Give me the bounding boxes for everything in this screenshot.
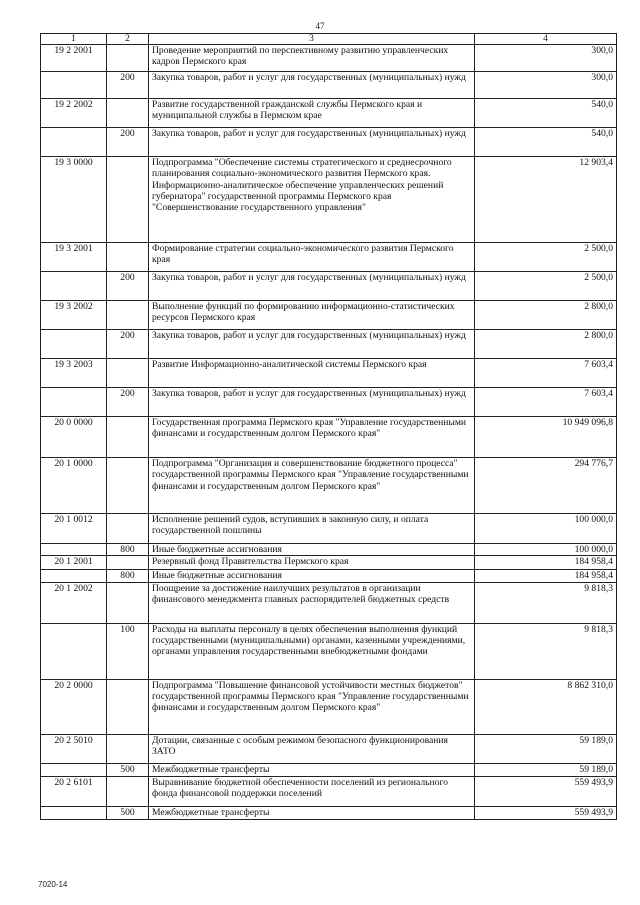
table-row bbox=[41, 763, 617, 776]
budget-code-cell bbox=[41, 272, 107, 301]
expense-type-cell: 800 bbox=[107, 544, 149, 556]
expense-type-cell bbox=[107, 99, 149, 128]
table-body bbox=[41, 45, 617, 820]
description-cell: Резервный фонд Правительства Пермского края bbox=[149, 556, 475, 570]
expense-type-cell bbox=[107, 582, 149, 623]
amount-cell: 100 000,0 bbox=[475, 514, 617, 544]
description-cell: Подпрограмма "Организация и совершенствование бюджетного процесса" государственной программы Пермского края "Управление государственными финансами и государственным долгом Пермского края" bbox=[149, 458, 475, 514]
amount-cell: 12 903,4 bbox=[475, 157, 617, 243]
amount-cell: 59 189,0 bbox=[475, 763, 617, 776]
description-cell: Исполнение решений судов, вступивших в законную силу, и оплата государственной пошлины bbox=[149, 514, 475, 544]
description-cell: Поощрение за достижение наилучших результатов в организации финансового менеджмента главных распорядителей бюджетных средств bbox=[149, 582, 475, 623]
budget-code-cell bbox=[41, 570, 107, 582]
description-cell: Дотации, связанные с особым режимом безопасного функционирования ЗАТО bbox=[149, 734, 475, 763]
table-row bbox=[41, 359, 617, 388]
table-row bbox=[41, 272, 617, 301]
amount-cell: 559 493,9 bbox=[475, 776, 617, 806]
page-number: 47 bbox=[315, 21, 325, 31]
budget-code-cell: 20 2 6101 bbox=[41, 776, 107, 806]
description-cell: Подпрограмма "Обеспечение системы стратегического и среднесрочного планирования социально-экономического развития Пермского края. Информационно-аналитическое обеспечение управленческих решений губернатора" государственной программы Пермского края "Совершенствование государственного управления" bbox=[149, 157, 475, 243]
description-cell: Проведение мероприятий по перспективному развитию управленческих кадров Пермского края bbox=[149, 45, 475, 72]
description-cell: Закупка товаров, работ и услуг для государственных (муниципальных) нужд bbox=[149, 72, 475, 99]
budget-code-cell: 19 3 2001 bbox=[41, 243, 107, 272]
table-row bbox=[41, 301, 617, 330]
table-row bbox=[41, 776, 617, 806]
amount-cell: 2 500,0 bbox=[475, 272, 617, 301]
description-cell: Закупка товаров, работ и услуг для государственных (муниципальных) нужд bbox=[149, 388, 475, 417]
budget-code-cell bbox=[41, 330, 107, 359]
description-cell: Закупка товаров, работ и услуг для государственных (муниципальных) нужд bbox=[149, 330, 475, 359]
amount-cell: 559 493,9 bbox=[475, 806, 617, 819]
amount-cell: 2 800,0 bbox=[475, 301, 617, 330]
table-row bbox=[41, 243, 617, 272]
table-row bbox=[41, 679, 617, 734]
expense-type-cell bbox=[107, 359, 149, 388]
description-cell: Расходы на выплаты персоналу в целях обеспечения выполнения функций государственными (муниципальными) органами, казенными учреждениями, органами управления государственными внебюджетными фондами bbox=[149, 623, 475, 679]
description-cell: Выравнивание бюджетной обеспеченности поселений из регионального фонда финансовой поддержки поселений bbox=[149, 776, 475, 806]
amount-cell: 184 958,4 bbox=[475, 570, 617, 582]
expense-type-cell: 200 bbox=[107, 72, 149, 99]
table-row bbox=[41, 582, 617, 623]
description-cell: Иные бюджетные ассигнования bbox=[149, 544, 475, 556]
header-col-1: 1 bbox=[41, 34, 107, 45]
amount-cell: 7 603,4 bbox=[475, 359, 617, 388]
expense-type-cell: 200 bbox=[107, 272, 149, 301]
expense-type-cell bbox=[107, 243, 149, 272]
budget-code-cell bbox=[41, 388, 107, 417]
table-row bbox=[41, 99, 617, 128]
budget-code-cell: 19 3 2003 bbox=[41, 359, 107, 388]
amount-cell: 294 776,7 bbox=[475, 458, 617, 514]
expense-type-cell: 100 bbox=[107, 623, 149, 679]
description-cell: Межбюджетные трансферты bbox=[149, 806, 475, 819]
expense-type-cell: 200 bbox=[107, 128, 149, 157]
description-cell: Закупка товаров, работ и услуг для государственных (муниципальных) нужд bbox=[149, 272, 475, 301]
table-row bbox=[41, 556, 617, 570]
budget-code-cell: 20 2 5010 bbox=[41, 734, 107, 763]
expense-type-cell bbox=[107, 458, 149, 514]
amount-cell: 540,0 bbox=[475, 99, 617, 128]
amount-cell: 8 862 310,0 bbox=[475, 679, 617, 734]
description-cell: Иные бюджетные ассигнования bbox=[149, 570, 475, 582]
table-row bbox=[41, 72, 617, 99]
table-row bbox=[41, 623, 617, 679]
expense-type-cell bbox=[107, 301, 149, 330]
table-row bbox=[41, 157, 617, 243]
description-cell: Подпрограмма "Повышение финансовой устойчивости местных бюджетов" государственной программы Пермского края "Управление государственными финансами и государственным долгом Пермского края" bbox=[149, 679, 475, 734]
amount-cell: 300,0 bbox=[475, 45, 617, 72]
expense-type-cell bbox=[107, 556, 149, 570]
table-row bbox=[41, 734, 617, 763]
table-row bbox=[41, 806, 617, 819]
amount-cell: 184 958,4 bbox=[475, 556, 617, 570]
header-col-4: 4 bbox=[475, 34, 617, 45]
amount-cell: 9 818,3 bbox=[475, 582, 617, 623]
expense-type-cell: 200 bbox=[107, 388, 149, 417]
amount-cell: 59 189,0 bbox=[475, 734, 617, 763]
budget-code-cell: 20 1 2001 bbox=[41, 556, 107, 570]
description-cell: Закупка товаров, работ и услуг для государственных (муниципальных) нужд bbox=[149, 128, 475, 157]
amount-cell: 100 000,0 bbox=[475, 544, 617, 556]
table-row bbox=[41, 45, 617, 72]
table-row bbox=[41, 544, 617, 556]
expense-type-cell bbox=[107, 776, 149, 806]
description-cell: Межбюджетные трансферты bbox=[149, 763, 475, 776]
budget-code-cell bbox=[41, 763, 107, 776]
budget-code-cell bbox=[41, 128, 107, 157]
header-col-3: 3 bbox=[149, 34, 475, 45]
header-col-2: 2 bbox=[107, 34, 149, 45]
budget-code-cell: 20 1 2002 bbox=[41, 582, 107, 623]
expense-type-cell bbox=[107, 157, 149, 243]
budget-code-cell: 19 2 2001 bbox=[41, 45, 107, 72]
table-row bbox=[41, 570, 617, 582]
budget-code-cell: 20 1 0012 bbox=[41, 514, 107, 544]
budget-code-cell bbox=[41, 72, 107, 99]
table-row bbox=[41, 514, 617, 544]
budget-code-cell bbox=[41, 544, 107, 556]
budget-code-cell bbox=[41, 623, 107, 679]
table-row bbox=[41, 128, 617, 157]
budget-code-cell: 19 3 2002 bbox=[41, 301, 107, 330]
table-row bbox=[41, 388, 617, 417]
table-row bbox=[41, 417, 617, 458]
budget-code-cell: 19 2 2002 bbox=[41, 99, 107, 128]
expense-type-cell: 500 bbox=[107, 763, 149, 776]
description-cell: Государственная программа Пермского края "Управление государственными финансами и государственным долгом Пермского края" bbox=[149, 417, 475, 458]
amount-cell: 2 500,0 bbox=[475, 243, 617, 272]
expense-type-cell bbox=[107, 514, 149, 544]
expense-type-cell: 500 bbox=[107, 806, 149, 819]
expense-type-cell: 200 bbox=[107, 330, 149, 359]
description-cell: Выполнение функций по формированию информационно-статистических ресурсов Пермского края bbox=[149, 301, 475, 330]
table-row bbox=[41, 458, 617, 514]
footer-code: 7020-14 bbox=[38, 880, 68, 889]
budget-code-cell bbox=[41, 806, 107, 819]
expense-type-cell: 800 bbox=[107, 570, 149, 582]
budget-code-cell: 20 2 0000 bbox=[41, 679, 107, 734]
amount-cell: 9 818,3 bbox=[475, 623, 617, 679]
amount-cell: 2 800,0 bbox=[475, 330, 617, 359]
amount-cell: 540,0 bbox=[475, 128, 617, 157]
budget-code-cell: 20 0 0000 bbox=[41, 417, 107, 458]
expense-type-cell bbox=[107, 45, 149, 72]
table-row bbox=[41, 330, 617, 359]
description-cell: Развитие Информационно-аналитической системы Пермского края bbox=[149, 359, 475, 388]
expense-type-cell bbox=[107, 679, 149, 734]
amount-cell: 10 949 096,8 bbox=[475, 417, 617, 458]
expense-type-cell bbox=[107, 734, 149, 763]
amount-cell: 7 603,4 bbox=[475, 388, 617, 417]
description-cell: Развитие государственной гражданской службы Пермского края и муниципальной службы в Пермском крае bbox=[149, 99, 475, 128]
budget-code-cell: 19 3 0000 bbox=[41, 157, 107, 243]
budget-table bbox=[40, 33, 617, 820]
budget-code-cell: 20 1 0000 bbox=[41, 458, 107, 514]
header-row bbox=[41, 34, 617, 45]
expense-type-cell bbox=[107, 417, 149, 458]
amount-cell: 300,0 bbox=[475, 72, 617, 99]
description-cell: Формирование стратегии социально-экономического развития Пермского края bbox=[149, 243, 475, 272]
table-header bbox=[41, 34, 617, 45]
